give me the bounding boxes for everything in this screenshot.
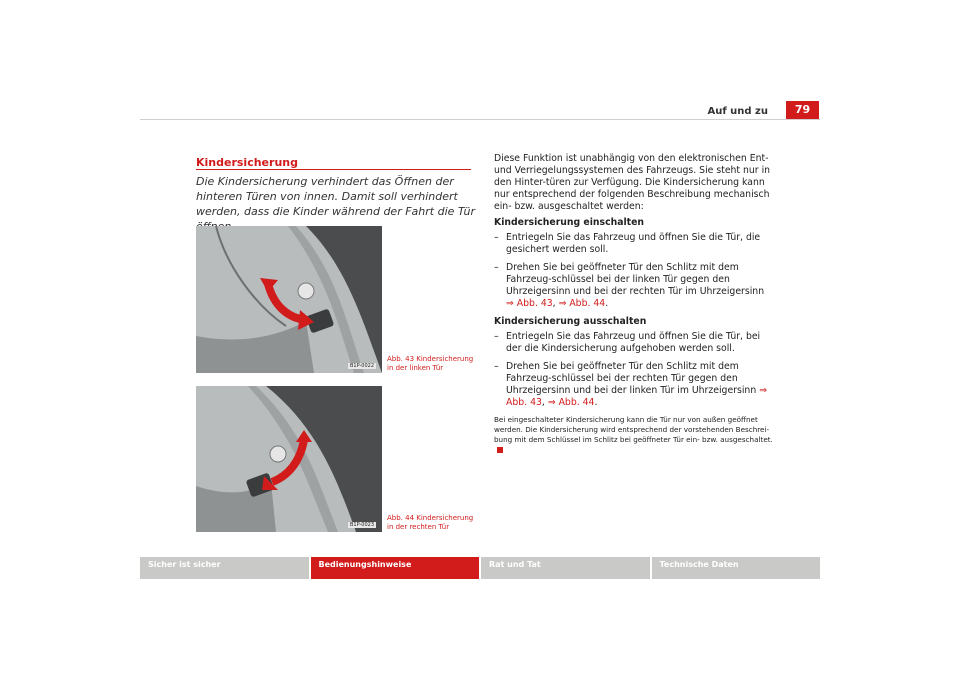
list-item-text: Entriegeln Sie das Fahrzeug und öffnen Sie die Tür, die gesichert werden soll. bbox=[506, 232, 761, 255]
header-divider bbox=[140, 119, 820, 120]
heading-ausschalten: Kindersicherung ausschalten bbox=[494, 316, 647, 327]
figure-43-caption: Abb. 43 Kindersicherung in der linken Tür bbox=[387, 355, 474, 372]
list-item: – Drehen Sie bei geöffneter Tür den Schlitz mit dem Fahrzeug-schlüssel bei der linken Tür gegen den Uhrzeigersinn und bei der rechten Tür im Uhrzeigersinn ⇒ Abb. 43, ⇒ Abb. 44. bbox=[494, 262, 765, 309]
footer-tab-rat[interactable]: Rat und Tat bbox=[481, 557, 650, 579]
list-item-text: Entriegeln Sie das Fahrzeug und öffnen Sie die Tür, bei der die Kindersicherung aufgehoben werden soll. bbox=[506, 331, 761, 354]
list-item-text: Drehen Sie bei geöffneter Tür den Schlitz mit dem Fahrzeug-schlüssel bei der rechten Tür gegen den Uhrzeigersinn und bei der linken Tür im Uhrzeigersinn bbox=[506, 361, 757, 396]
list-dash: – bbox=[494, 331, 499, 342]
figure-44-caption: Abb. 44 Kindersicherung in der rechten Tür bbox=[387, 514, 474, 531]
end-mark-icon bbox=[497, 447, 503, 453]
list-dash: – bbox=[494, 361, 499, 372]
figure-ref-link[interactable]: ⇒ Abb. 44 bbox=[547, 397, 595, 408]
list-item: – Drehen Sie bei geöffneter Tür den Schlitz mit dem Fahrzeug-schlüssel bei der rechten Tür gegen den Uhrzeigersinn und bei der linken Tür im Uhrzeigersinn ⇒ Abb. 43, ⇒ Abb. 44. bbox=[494, 361, 767, 408]
list-item bbox=[494, 331, 774, 355]
footer-tab-technik[interactable]: Technische Daten bbox=[652, 557, 821, 579]
list-item-text: Drehen Sie bei geöffneter Tür den Schlitz mit dem Fahrzeug-schlüssel bei der linken Tür gegen den Uhrzeigersinn und bei der rechten Tür im Uhrzeigersinn bbox=[506, 262, 765, 297]
figure-43-image bbox=[196, 226, 382, 373]
note-text: Bei eingeschalteter Kindersicherung kann die Tür nur von außen geöffnet werden. Die Kindersicherung wird entsprechend der vorstehenden Beschrei-bung mit dem Schlüssel im Schlitz bei geöffneter Tür ein- bzw. ausgeschaltet. bbox=[494, 415, 774, 455]
footer-nav bbox=[140, 557, 820, 579]
page-number: 79 bbox=[786, 101, 819, 119]
section-title: Kindersicherung bbox=[196, 156, 298, 169]
footer-tab-sicher[interactable]: Sicher ist sicher bbox=[140, 557, 309, 579]
figure-ref-link[interactable]: ⇒ Abb. 44 bbox=[558, 298, 606, 309]
footer-tab-bedienung[interactable]: Bedienungshinweise bbox=[311, 557, 480, 579]
figure-44-code: B1P-0023 bbox=[349, 522, 374, 528]
body-text bbox=[494, 153, 774, 459]
section-intro: Die Kindersicherung verhindert das Öffnen der hinteren Türen von innen. Damit soll verhindert werden, dass die Kinder während der Fahrt die Tür bbox=[196, 175, 475, 218]
section-divider bbox=[196, 169, 471, 170]
list-dash: – bbox=[494, 232, 499, 243]
list-item bbox=[494, 232, 774, 256]
figure-ref-link[interactable]: ⇒ Abb. 43 bbox=[506, 385, 767, 408]
figure-43-code: B1P-0022 bbox=[349, 363, 374, 369]
figure-44-image bbox=[196, 386, 382, 532]
list-dash: – bbox=[494, 262, 499, 273]
figure-ref-link[interactable]: ⇒ Abb. 43 bbox=[506, 298, 553, 309]
running-header: Auf und zu bbox=[707, 106, 768, 117]
body-intro: Diese Funktion ist unabhängig von den elektronischen Ent- und Verriegelungssystemen des Fahrzeugs. Sie steht nur in den Hinter-türen zur Verfügung. Die Kindersicherung kann nur entsprechend der folgenden Beschreibung mechanisch ein- bzw. ausgeschaltet werden: bbox=[494, 153, 771, 212]
heading-einschalten: Kindersicherung einschalten bbox=[494, 217, 645, 228]
